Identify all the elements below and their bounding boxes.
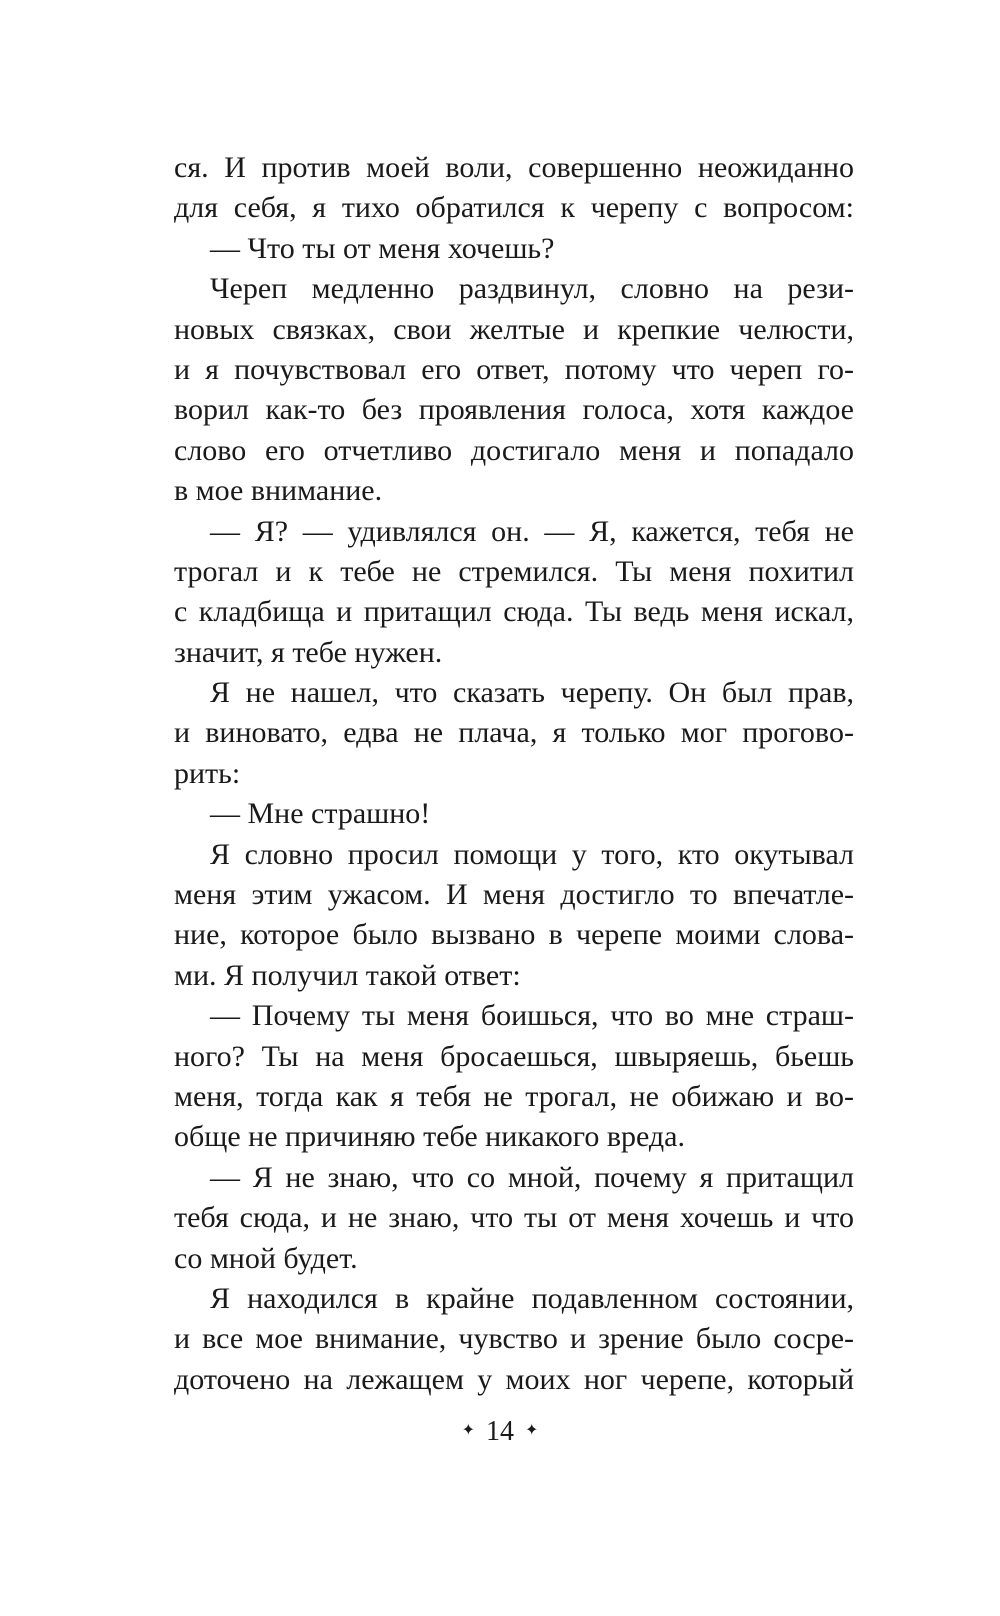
page-number: 14	[486, 1416, 514, 1447]
text-line: меня, тогда как я тебя не трогал, не обижаю и во-	[174, 1079, 854, 1113]
text-line: Я словно просил помощи у того, кто окутывал	[210, 837, 854, 871]
text-line: в мое внимание.	[174, 474, 383, 508]
text-line: — Я? — удивлялся он. — Я, кажется, тебя не	[210, 514, 854, 548]
text-line: — Мне страшно!	[210, 797, 431, 831]
text-line: обще не причиняю тебе никакого вреда.	[174, 1120, 685, 1154]
text-line: рить:	[174, 756, 241, 790]
text-line: слово его отчетливо достигало меня и попадало	[174, 433, 854, 467]
ornament-right-icon: ✦	[525, 1421, 539, 1439]
text-line: трогал и к тебе не стремился. Ты меня похитил	[174, 554, 854, 588]
text-line: и я почувствовал его ответ, потому что череп го-	[174, 352, 854, 386]
text-line: ся. И против моей воли, совершенно неожиданно	[174, 151, 854, 184]
ornament-left-icon: ✦	[461, 1421, 475, 1439]
text-line: ворил как-то без проявления голоса, хотя каждое	[174, 393, 854, 427]
text-line: Череп медленно раздвинул, словно на рези-	[210, 272, 854, 306]
text-line: значит, я тебе нужен.	[174, 635, 443, 669]
text-line: для себя, я тихо обратился к черепу с вопросом:	[174, 191, 854, 225]
text-line: тебя сюда, и не знаю, что ты от меня хочешь и что	[174, 1201, 854, 1235]
text-line: новых связках, свои желтые и крепкие челюсти,	[174, 312, 854, 346]
text-line: ного? Ты на меня бросаешься, швыряешь, бьешь	[174, 1039, 854, 1073]
text-line: Я не нашел, что сказать черепу. Он был прав,	[210, 676, 854, 710]
text-line: доточено на лежащем у моих ног черепе, который	[174, 1362, 854, 1396]
page-footer	[0, 1412, 1000, 1454]
text-line: и виновато, едва не плача, я только мог проговo-	[174, 716, 854, 750]
text-line: ми. Я получил такой ответ:	[174, 958, 521, 992]
text-line: Я находился в крайне подавленном состоянии,	[210, 1281, 854, 1315]
text-line: — Почему ты меня боишься, что во мне страш-	[210, 999, 854, 1033]
text-line: меня этим ужасом. И меня достигло то впечатле-	[174, 878, 854, 912]
text-line: — Я не знаю, что со мной, почему я притащил	[210, 1160, 854, 1194]
text-line: со мной будет.	[174, 1241, 358, 1275]
text-line: с кладбища и притащил сюда. Ты ведь меня искал,	[174, 595, 854, 629]
text-line: ние, которое было вызвано в черепе моими слова-	[174, 918, 854, 952]
text-line: — Что ты от меня хочешь?	[210, 231, 555, 265]
body-text	[174, 148, 854, 1400]
text-line: и все мое внимание, чувство и зрение было сосре-	[174, 1322, 854, 1356]
